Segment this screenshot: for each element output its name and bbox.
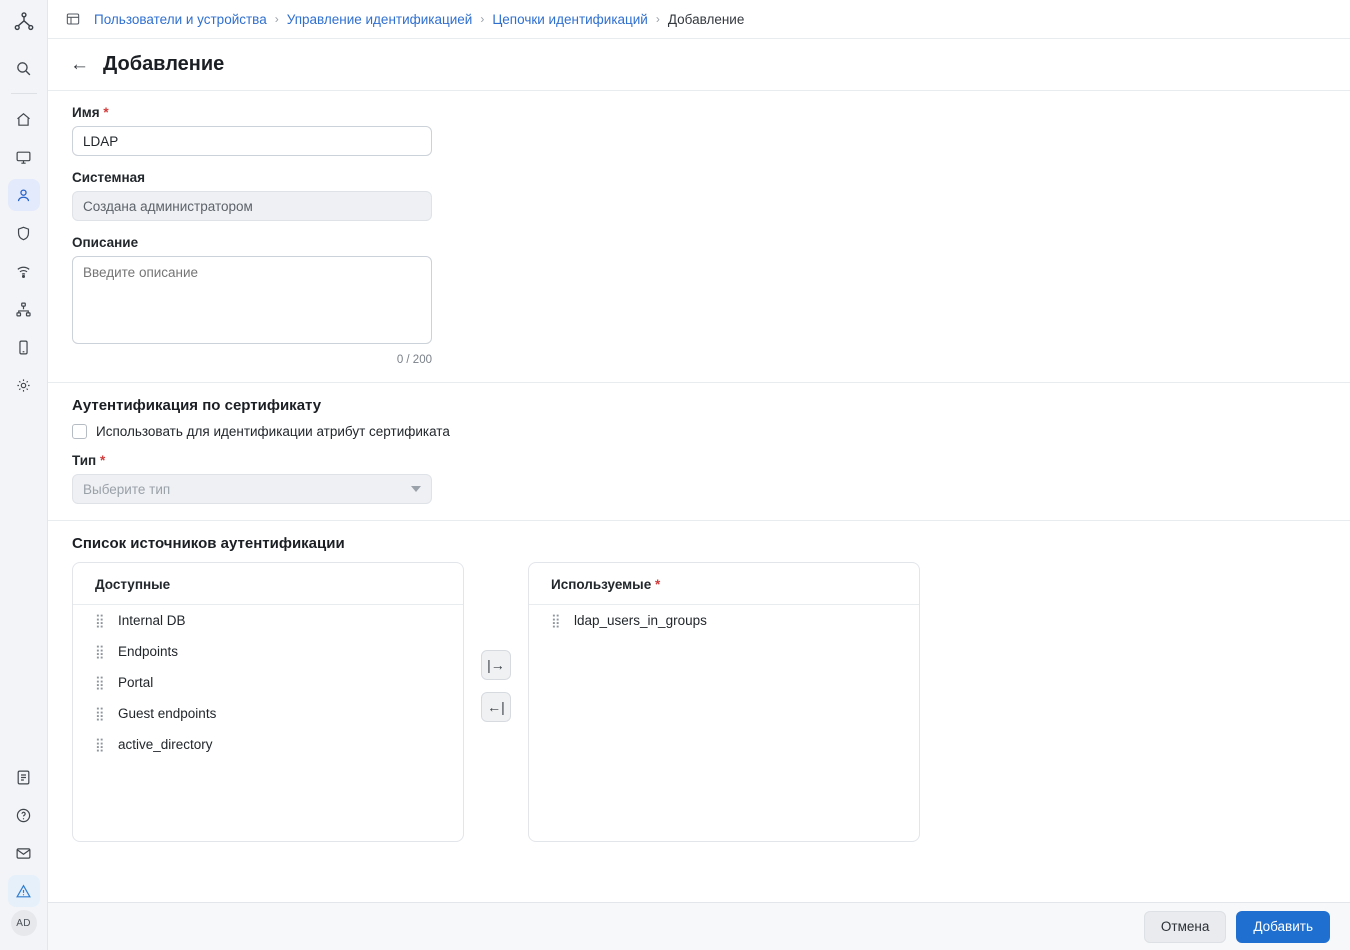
sidebar-item-security[interactable] bbox=[8, 217, 40, 249]
system-field-label: Системная bbox=[72, 170, 146, 185]
move-right-icon[interactable]: |→ bbox=[481, 650, 511, 680]
description-field-label: Описание bbox=[72, 235, 139, 250]
drag-handle-icon[interactable]: ⣿ bbox=[551, 613, 560, 628]
list-item-label: Endpoints bbox=[118, 644, 179, 659]
used-list bbox=[528, 562, 920, 842]
list-item[interactable] bbox=[73, 667, 463, 698]
drag-handle-icon[interactable]: ⣿ bbox=[95, 706, 104, 721]
type-select-value: Выберите тип bbox=[83, 481, 171, 497]
breadcrumb-item-2[interactable]: Управление идентификацией bbox=[286, 11, 473, 27]
search-icon[interactable] bbox=[8, 52, 40, 84]
transfer-controls bbox=[464, 562, 528, 722]
move-left-icon[interactable]: ←| bbox=[481, 692, 511, 722]
sidebar-item-users-and-devices[interactable] bbox=[8, 179, 40, 211]
list-item[interactable] bbox=[73, 729, 463, 760]
spacer bbox=[72, 156, 1326, 170]
breadcrumb-current: Добавление bbox=[667, 11, 745, 27]
required-mark: * bbox=[103, 105, 109, 120]
page-title: Добавление bbox=[103, 53, 225, 75]
left-nav-rail bbox=[0, 0, 48, 950]
app-logo-icon[interactable] bbox=[0, 2, 48, 42]
used-list-header bbox=[529, 563, 919, 605]
spacer bbox=[72, 221, 1326, 235]
main-content bbox=[48, 0, 1350, 950]
list-item[interactable] bbox=[73, 698, 463, 729]
auth-sources-section bbox=[48, 521, 1350, 858]
sidebar-item-settings[interactable] bbox=[8, 369, 40, 401]
list-item-label: Portal bbox=[118, 675, 154, 690]
avatar[interactable]: AD bbox=[11, 910, 37, 936]
page-header bbox=[48, 39, 1350, 91]
description-counter: 0 / 200 bbox=[396, 354, 432, 366]
mail-icon[interactable] bbox=[8, 837, 40, 869]
name-field-label bbox=[72, 105, 1326, 120]
certificate-auth-title: Аутентификация по сертификату bbox=[72, 397, 322, 414]
list-item[interactable] bbox=[73, 605, 463, 636]
back-arrow-icon[interactable]: ← bbox=[70, 54, 89, 75]
description-textarea[interactable] bbox=[72, 256, 432, 344]
add-button[interactable]: Добавить bbox=[1236, 911, 1330, 943]
drag-handle-icon[interactable]: ⣿ bbox=[95, 613, 104, 628]
required-mark: * bbox=[99, 453, 106, 468]
certificate-auth-section bbox=[48, 383, 1350, 521]
dual-list bbox=[72, 562, 1326, 842]
sidebar-item-mobile[interactable] bbox=[8, 331, 40, 363]
breadcrumb-separator: › bbox=[274, 12, 279, 26]
breadcrumb-item-3[interactable]: Цепочки идентификаций bbox=[492, 11, 648, 27]
list-item[interactable] bbox=[529, 605, 919, 636]
alert-icon[interactable] bbox=[8, 875, 40, 907]
available-list bbox=[72, 562, 464, 842]
certificate-attribute-label: Использовать для идентификации атрибут сертификата bbox=[96, 424, 450, 439]
breadcrumb-separator: › bbox=[655, 12, 660, 26]
drag-handle-icon[interactable]: ⣿ bbox=[95, 644, 104, 659]
sidebar-item-home[interactable] bbox=[8, 103, 40, 135]
auth-sources-title: Список источников аутентификации bbox=[72, 535, 345, 552]
nav-divider bbox=[11, 93, 37, 94]
breadcrumb-item-1[interactable]: Пользователи и устройства bbox=[94, 11, 267, 27]
type-select[interactable] bbox=[72, 474, 432, 504]
general-section bbox=[48, 91, 1350, 383]
sidebar-item-topology[interactable] bbox=[8, 293, 40, 325]
sidebar-item-wireless[interactable] bbox=[8, 255, 40, 287]
available-list-header: Доступные bbox=[73, 563, 463, 605]
form-body bbox=[48, 91, 1350, 950]
reports-icon[interactable] bbox=[8, 761, 40, 793]
name-input[interactable] bbox=[72, 126, 432, 156]
list-item-label: Internal DB bbox=[118, 613, 186, 628]
sidebar-item-monitor[interactable] bbox=[8, 141, 40, 173]
required-mark: * bbox=[654, 577, 661, 592]
system-input bbox=[72, 191, 432, 221]
used-list-header-text: Используемые bbox=[551, 577, 652, 592]
help-icon[interactable] bbox=[8, 799, 40, 831]
list-item-label: active_directory bbox=[118, 737, 213, 752]
list-item[interactable] bbox=[73, 636, 463, 667]
list-item-label: Guest endpoints bbox=[118, 706, 217, 721]
type-label-text: Тип bbox=[72, 453, 97, 468]
type-field-label bbox=[72, 453, 1326, 468]
certificate-attribute-checkbox[interactable] bbox=[72, 424, 87, 439]
drag-handle-icon[interactable]: ⣿ bbox=[95, 737, 104, 752]
breadcrumb bbox=[48, 0, 1350, 39]
chevron-down-icon bbox=[411, 486, 421, 492]
certificate-attribute-checkbox-row[interactable] bbox=[72, 424, 1326, 439]
form-footer bbox=[48, 902, 1350, 950]
breadcrumb-separator: › bbox=[480, 12, 485, 26]
app-grid-icon[interactable] bbox=[64, 10, 82, 28]
drag-handle-icon[interactable]: ⣿ bbox=[95, 675, 104, 690]
name-label-text: Имя bbox=[72, 105, 100, 120]
list-item-label: ldap_users_in_groups bbox=[574, 613, 707, 628]
cancel-button[interactable]: Отмена bbox=[1144, 911, 1226, 943]
